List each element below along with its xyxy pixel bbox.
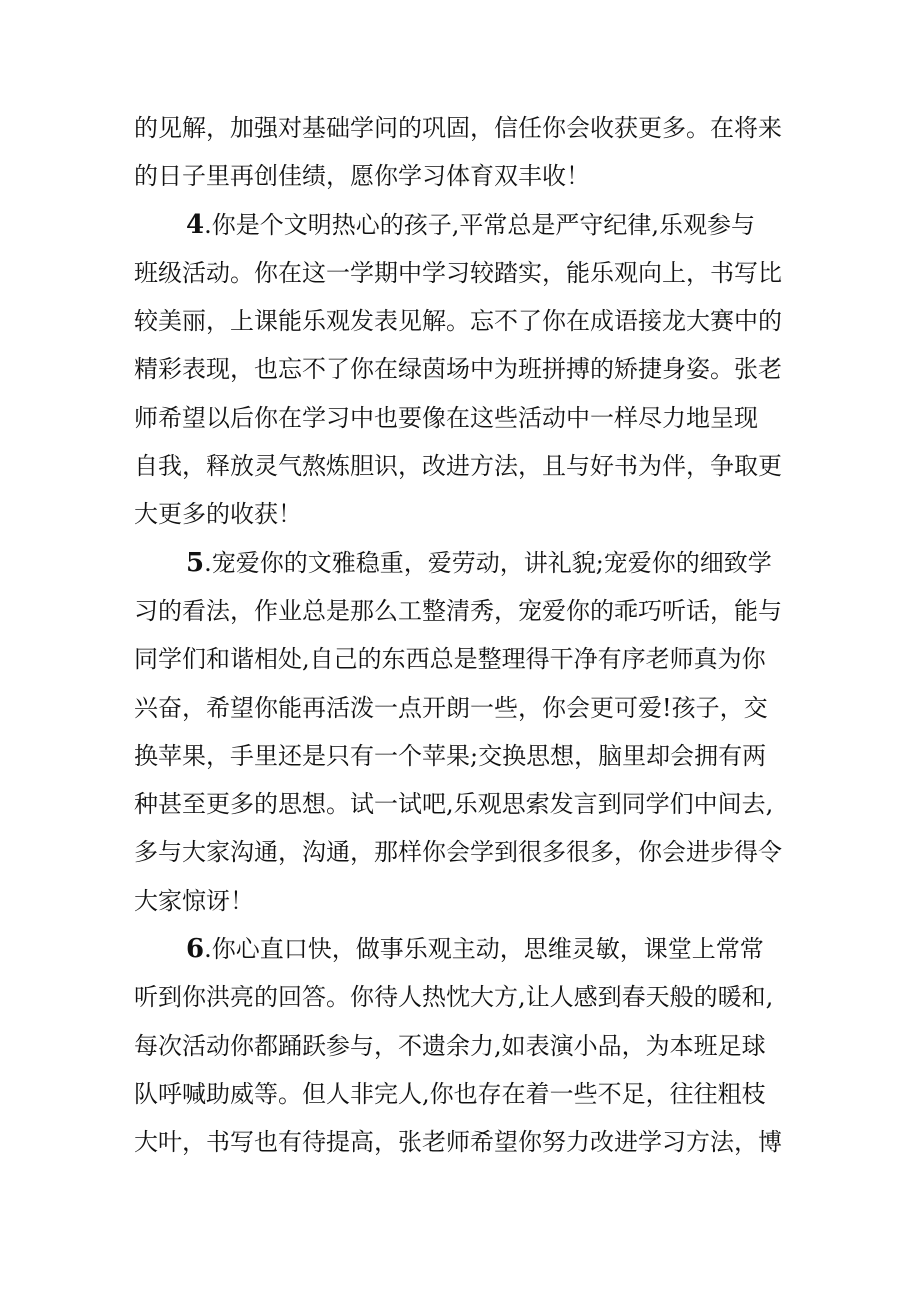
text-line: 班级活动。你在这一学期中学习较踏实，能乐观向上，书写比 [134,258,782,287]
text-line: 自我，释放灵气熬炼胆识，改进方法，且与好书为伴，争取更 [134,452,782,481]
text-line-first [134,539,794,587]
text-line: 师希望以后你在学习中也要像在这些活动中一样尽力地呈现 [134,403,758,432]
paragraph-comment-6 [134,925,794,1166]
text-line: 较美丽，上课能乐观发表见解。忘不了你在成语接龙大赛中的 [134,307,782,336]
text-line: 兴奋，希望你能再活泼一点开朗一些，你会更可爱!孩子，交 [134,693,768,722]
paragraph-comment-4 [134,201,794,539]
item-number: 6 [186,934,205,965]
text-line: 大家惊讶！ [134,886,254,915]
text-line: 大更多的收获！ [134,500,302,529]
text-line-first [134,925,794,973]
text-content: .宠爱你的文雅稳重，爱劳动，讲礼貌;宠爱你的细致学 [204,548,772,577]
text-line-first [134,201,794,249]
text-line: 的见解，加强对基础学问的巩固，信任你会收获更多。在将来 [134,114,782,142]
paragraph-continuation [134,104,794,201]
text-content: .你心直口快，做事乐观主动，思维灵敏，课堂上常常 [204,935,764,964]
text-line: 换苹果，手里还是只有一个苹果;交换思想，脑里却会拥有两 [134,741,767,770]
text-line: 同学们和谐相处,自己的东西总是整理得干净有序老师真为你 [134,645,766,674]
item-number: 4 [186,209,205,240]
text-line: 大叶，书写也有待提高，张老师希望你努力改进学习方法，博 [134,1128,782,1157]
text-line: 习的看法，作业总是那么工整清秀，宠爱你的乖巧听话，能与 [134,596,782,625]
text-line: 队呼喊助威等。但人非完人,你也存在着一些不足，往往粗枝 [134,1079,766,1108]
document-body [134,104,794,1167]
text-content: .你是个文明热心的孩子,平常总是严守纪律,乐观参与 [204,210,755,239]
text-line: 的日子里再创佳绩，愿你学习体育双丰收！ [134,162,590,191]
item-number: 5 [186,547,205,578]
text-line: 多与大家沟通，沟通，那样你会学到很多很多，你会进步得令 [134,838,782,867]
text-line: 每次活动你都踊跃参与，不遗余力,如表演小品，为本班足球 [134,1031,766,1060]
text-line: 精彩表现，也忘不了你在绿茵场中为班拼搏的矫捷身姿。张老 [134,355,782,384]
text-line: 种甚至更多的思想。试一试吧,乐观思索发言到同学们中间去, [134,790,774,819]
paragraph-comment-5 [134,539,794,925]
text-line: 听到你洪亮的回答。你待人热忱大方,让人感到春天般的暖和, [134,983,774,1012]
